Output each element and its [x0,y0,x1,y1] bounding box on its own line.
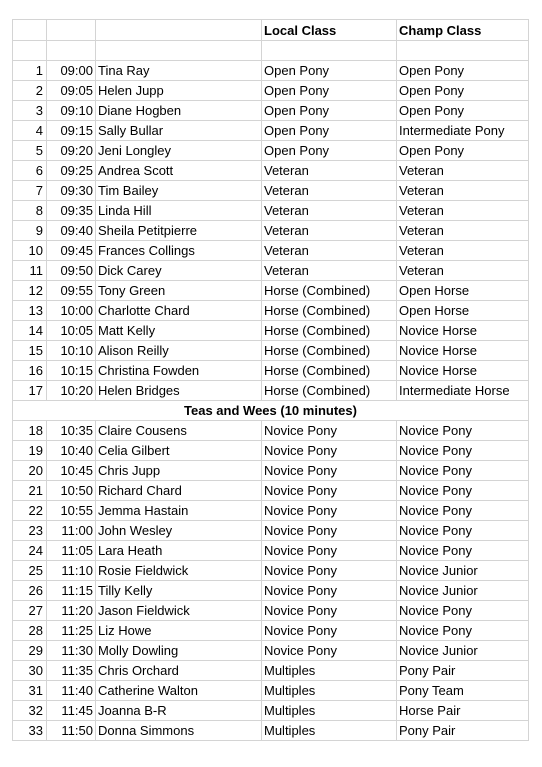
cell-name[interactable]: Matt Kelly [96,321,262,341]
cell-name[interactable]: Tony Green [96,281,262,301]
table-row [13,101,529,121]
table-row [13,501,529,521]
cell-local-class[interactable]: Novice Pony [262,541,397,561]
table-row [13,281,529,301]
cell-local-class[interactable]: Veteran [262,161,397,181]
cell-name[interactable]: Claire Cousens [96,421,262,441]
cell-local-class[interactable]: Novice Pony [262,441,397,461]
cell-name[interactable]: Chris Jupp [96,461,262,481]
cell-name[interactable]: Diane Hogben [96,101,262,121]
cell-time[interactable]: 09:25 [47,161,96,181]
cell-champ-class[interactable]: Novice Horse [397,361,529,381]
table-row [13,421,529,441]
cell-name[interactable]: Sally Bullar [96,121,262,141]
cell-number[interactable]: 27 [13,601,47,621]
cell-name[interactable]: Alison Reilly [96,341,262,361]
cell-name[interactable]: Tina Ray [96,61,262,81]
cell-time[interactable]: 10:00 [47,301,96,321]
table-row [13,241,529,261]
cell-number[interactable]: 19 [13,441,47,461]
break-label[interactable]: Teas and Wees (10 minutes) [13,401,529,421]
cell-number[interactable]: 33 [13,721,47,741]
cell-name[interactable]: Christina Fowden [96,361,262,381]
cell-champ-class[interactable]: Veteran [397,261,529,281]
cell-time[interactable]: 11:45 [47,701,96,721]
table-row [13,661,529,681]
cell-champ-class[interactable]: Novice Junior [397,561,529,581]
cell-time[interactable]: 09:35 [47,201,96,221]
table-row [13,541,529,561]
table-row [13,201,529,221]
table-row [13,681,529,701]
cell-name[interactable]: Richard Chard [96,481,262,501]
cell-time[interactable]: 10:05 [47,321,96,341]
cell-number[interactable]: 10 [13,241,47,261]
table-row [13,721,529,741]
cell-name[interactable]: Lara Heath [96,541,262,561]
cell-champ-class[interactable]: Novice Pony [397,621,529,641]
cell-local-class[interactable]: Horse (Combined) [262,341,397,361]
cell-name[interactable]: Helen Bridges [96,381,262,401]
cell-time[interactable]: 09:55 [47,281,96,301]
cell-local-class[interactable]: Novice Pony [262,501,397,521]
cell-number[interactable]: 1 [13,61,47,81]
header-champ-class[interactable]: Champ Class [397,20,529,41]
cell-local-class[interactable]: Open Pony [262,101,397,121]
cell-local-class[interactable]: Novice Pony [262,621,397,641]
cell-local-class[interactable]: Veteran [262,201,397,221]
cell-local-class[interactable]: Novice Pony [262,561,397,581]
cell-local-class[interactable]: Open Pony [262,81,397,101]
cell-time[interactable]: 11:15 [47,581,96,601]
cell-name[interactable]: Donna Simmons [96,721,262,741]
cell-champ-class[interactable]: Veteran [397,161,529,181]
schedule-table [12,19,529,741]
cell-local-class[interactable]: Multiples [262,681,397,701]
cell-name[interactable]: Tilly Kelly [96,581,262,601]
cell-champ-class[interactable]: Novice Pony [397,501,529,521]
cell-time[interactable]: 10:45 [47,461,96,481]
cell-number[interactable]: 6 [13,161,47,181]
cell-local-class[interactable]: Open Pony [262,61,397,81]
cell-time[interactable]: 09:40 [47,221,96,241]
table-row [13,301,529,321]
cell-champ-class[interactable]: Open Pony [397,61,529,81]
cell-time[interactable]: 10:55 [47,501,96,521]
table-row [13,361,529,381]
blank-cell[interactable] [47,41,96,61]
cell-name[interactable]: Frances Collings [96,241,262,261]
cell-number[interactable]: 24 [13,541,47,561]
cell-local-class[interactable]: Multiples [262,661,397,681]
cell-number[interactable]: 25 [13,561,47,581]
table-row [13,321,529,341]
table-row [13,561,529,581]
cell-local-class[interactable]: Novice Pony [262,461,397,481]
cell-time[interactable]: 11:25 [47,621,96,641]
cell-champ-class[interactable]: Pony Pair [397,721,529,741]
table-row [13,381,529,401]
cell-champ-class[interactable]: Open Horse [397,281,529,301]
cell-champ-class[interactable]: Pony Pair [397,661,529,681]
cell-champ-class[interactable]: Pony Team [397,681,529,701]
cell-number[interactable]: 7 [13,181,47,201]
cell-number[interactable]: 14 [13,321,47,341]
table-row [13,181,529,201]
cell-local-class[interactable]: Horse (Combined) [262,381,397,401]
cell-number[interactable]: 20 [13,461,47,481]
cell-champ-class[interactable]: Veteran [397,181,529,201]
cell-name[interactable]: Joanna B-R [96,701,262,721]
cell-name[interactable]: Liz Howe [96,621,262,641]
cell-name[interactable]: Andrea Scott [96,161,262,181]
cell-champ-class[interactable]: Novice Pony [397,481,529,501]
cell-local-class[interactable]: Horse (Combined) [262,281,397,301]
cell-local-class[interactable]: Veteran [262,181,397,201]
cell-name[interactable]: John Wesley [96,521,262,541]
header-local-class[interactable]: Local Class [262,20,397,41]
cell-number[interactable]: 17 [13,381,47,401]
cell-champ-class[interactable]: Novice Junior [397,581,529,601]
table-row [13,641,529,661]
cell-local-class[interactable]: Veteran [262,221,397,241]
cell-name[interactable]: Sheila Petitpierre [96,221,262,241]
cell-champ-class[interactable]: Novice Pony [397,601,529,621]
cell-number[interactable]: 11 [13,261,47,281]
cell-local-class[interactable]: Novice Pony [262,601,397,621]
cell-champ-class[interactable]: Open Pony [397,81,529,101]
cell-time[interactable]: 09:20 [47,141,96,161]
table-row [13,461,529,481]
table-row [13,581,529,601]
cell-number[interactable]: 21 [13,481,47,501]
cell-time[interactable]: 11:30 [47,641,96,661]
header-row [13,20,529,41]
cell-number[interactable]: 3 [13,101,47,121]
table-row [13,61,529,81]
cell-number[interactable]: 32 [13,701,47,721]
cell-number[interactable]: 22 [13,501,47,521]
cell-number[interactable]: 4 [13,121,47,141]
cell-time[interactable]: 09:05 [47,81,96,101]
cell-number[interactable]: 18 [13,421,47,441]
cell-local-class[interactable]: Horse (Combined) [262,301,397,321]
cell-number[interactable]: 28 [13,621,47,641]
cell-local-class[interactable]: Novice Pony [262,481,397,501]
table-row [13,341,529,361]
schedule-body [13,20,529,741]
blank-row [13,41,529,61]
cell-champ-class[interactable]: Novice Pony [397,461,529,481]
header-cell-name[interactable] [96,20,262,41]
cell-number[interactable]: 30 [13,661,47,681]
cell-local-class[interactable]: Horse (Combined) [262,361,397,381]
cell-time[interactable]: 10:50 [47,481,96,501]
cell-champ-class[interactable]: Novice Junior [397,641,529,661]
cell-name[interactable]: Charlotte Chard [96,301,262,321]
cell-time[interactable]: 09:00 [47,61,96,81]
cell-time[interactable]: 09:10 [47,101,96,121]
cell-champ-class[interactable]: Intermediate Horse [397,381,529,401]
cell-name[interactable]: Catherine Walton [96,681,262,701]
cell-local-class[interactable]: Horse (Combined) [262,321,397,341]
table-row [13,481,529,501]
cell-local-class[interactable]: Multiples [262,701,397,721]
break-row [13,401,529,421]
cell-name[interactable]: Rosie Fieldwick [96,561,262,581]
cell-time[interactable]: 10:10 [47,341,96,361]
table-row [13,81,529,101]
cell-number[interactable]: 12 [13,281,47,301]
cell-number[interactable]: 23 [13,521,47,541]
table-row [13,621,529,641]
cell-local-class[interactable]: Novice Pony [262,421,397,441]
cell-number[interactable]: 13 [13,301,47,321]
blank-cell[interactable] [262,41,397,61]
cell-time[interactable]: 11:20 [47,601,96,621]
table-row [13,521,529,541]
cell-time[interactable]: 11:00 [47,521,96,541]
cell-local-class[interactable]: Novice Pony [262,641,397,661]
table-row [13,161,529,181]
cell-champ-class[interactable]: Intermediate Pony [397,121,529,141]
blank-cell[interactable] [13,41,47,61]
blank-cell[interactable] [397,41,529,61]
cell-champ-class[interactable]: Horse Pair [397,701,529,721]
cell-time[interactable]: 11:35 [47,661,96,681]
table-row [13,221,529,241]
cell-champ-class[interactable]: Open Horse [397,301,529,321]
cell-champ-class[interactable]: Open Pony [397,101,529,121]
cell-time[interactable]: 09:45 [47,241,96,261]
cell-time[interactable]: 09:15 [47,121,96,141]
table-row [13,701,529,721]
cell-champ-class[interactable]: Novice Pony [397,441,529,461]
spreadsheet [12,19,542,741]
cell-local-class[interactable]: Open Pony [262,121,397,141]
cell-name[interactable]: Dick Carey [96,261,262,281]
cell-number[interactable]: 8 [13,201,47,221]
cell-champ-class[interactable]: Novice Pony [397,541,529,561]
cell-time[interactable]: 11:50 [47,721,96,741]
cell-time[interactable]: 09:30 [47,181,96,201]
cell-number[interactable]: 2 [13,81,47,101]
table-row [13,141,529,161]
cell-time[interactable]: 11:05 [47,541,96,561]
cell-time[interactable]: 10:35 [47,421,96,441]
cell-local-class[interactable]: Veteran [262,241,397,261]
cell-number[interactable]: 26 [13,581,47,601]
cell-time[interactable]: 11:40 [47,681,96,701]
header-cell-time[interactable] [47,20,96,41]
table-row [13,261,529,281]
cell-number[interactable]: 9 [13,221,47,241]
cell-local-class[interactable]: Veteran [262,261,397,281]
cell-time[interactable]: 11:10 [47,561,96,581]
cell-time[interactable]: 10:15 [47,361,96,381]
cell-number[interactable]: 15 [13,341,47,361]
cell-name[interactable]: Chris Orchard [96,661,262,681]
cell-champ-class[interactable]: Veteran [397,221,529,241]
table-row [13,441,529,461]
cell-local-class[interactable]: Novice Pony [262,521,397,541]
cell-name[interactable]: Tim Bailey [96,181,262,201]
cell-name[interactable]: Jemma Hastain [96,501,262,521]
table-row [13,121,529,141]
cell-champ-class[interactable]: Novice Pony [397,521,529,541]
cell-local-class[interactable]: Multiples [262,721,397,741]
cell-time[interactable]: 10:40 [47,441,96,461]
cell-champ-class[interactable]: Novice Pony [397,421,529,441]
blank-cell[interactable] [96,41,262,61]
cell-champ-class[interactable]: Novice Horse [397,321,529,341]
cell-champ-class[interactable]: Novice Horse [397,341,529,361]
cell-number[interactable]: 29 [13,641,47,661]
cell-number[interactable]: 31 [13,681,47,701]
cell-name[interactable]: Jason Fieldwick [96,601,262,621]
cell-name[interactable]: Linda Hill [96,201,262,221]
cell-name[interactable]: Celia Gilbert [96,441,262,461]
cell-local-class[interactable]: Open Pony [262,141,397,161]
header-cell-number[interactable] [13,20,47,41]
cell-time[interactable]: 09:50 [47,261,96,281]
cell-local-class[interactable]: Novice Pony [262,581,397,601]
cell-number[interactable]: 16 [13,361,47,381]
cell-number[interactable]: 5 [13,141,47,161]
cell-champ-class[interactable]: Veteran [397,241,529,261]
cell-time[interactable]: 10:20 [47,381,96,401]
cell-name[interactable]: Jeni Longley [96,141,262,161]
cell-name[interactable]: Helen Jupp [96,81,262,101]
cell-champ-class[interactable]: Open Pony [397,141,529,161]
cell-name[interactable]: Molly Dowling [96,641,262,661]
cell-champ-class[interactable]: Veteran [397,201,529,221]
table-row [13,601,529,621]
